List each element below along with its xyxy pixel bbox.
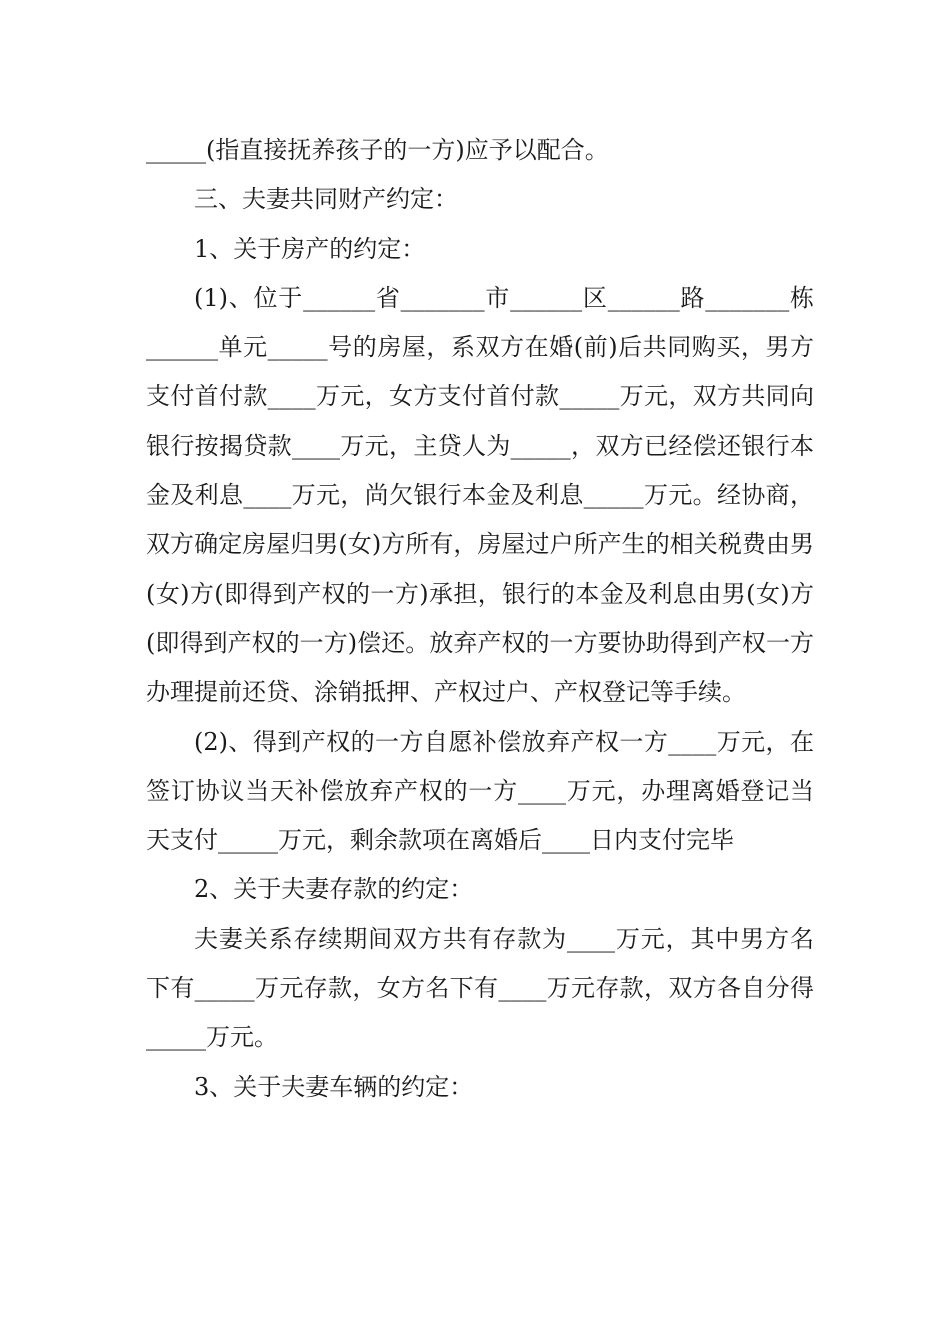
paragraph-real-estate-details: (1)、位于______省_______市______区______路_______栋______单元_____号的房屋，系双方在婚(前)后共同购买，男方支付首付款____万元，女方支付首付款_____万元，双方共同向银行按揭贷款____万元，主贷人为_____，双方已经偿还银行本金及利息____万元，尚欠银行本金及利息_____万元。经协商，双方确定房屋归男(女)方所有，房屋过户所产生的相关税费由男(女)方(即得到产权的一方)承担，银行的本金及利息由男(女)方(即得到产权的一方)偿还。放弃产权的一方要协助得到产权一方办理提前还贷、涂销抵押、产权过户、产权登记等手续。 [146,283,814,707]
heading-joint-property: 三、夫妻共同财产约定： [194,185,458,214]
paragraph-custody-cooperation: _____(指直接抚养孩子的一方)应予以配合。 [146,136,609,164]
paragraph-savings-details: 夫妻关系存续期间双方共有存款为____万元，其中男方名下有_____万元存款，女方名下有____万元存款，双方各自分得_____万元。 [146,924,814,1052]
heading-savings: 2、关于夫妻存款的约定： [194,875,474,904]
heading-vehicles: 3、关于夫妻车辆的约定： [194,1072,474,1101]
heading-real-estate: 1、关于房产的约定： [194,234,426,263]
paragraph-real-estate-compensation: (2)、得到产权的一方自愿补偿放弃产权一方____万元，在签订协议当天补偿放弃产权的一方____万元，办理离婚登记当天支付_____万元，剩余款项在离婚后____日内支付完毕 [146,727,814,855]
document-body [146,126,814,1112]
